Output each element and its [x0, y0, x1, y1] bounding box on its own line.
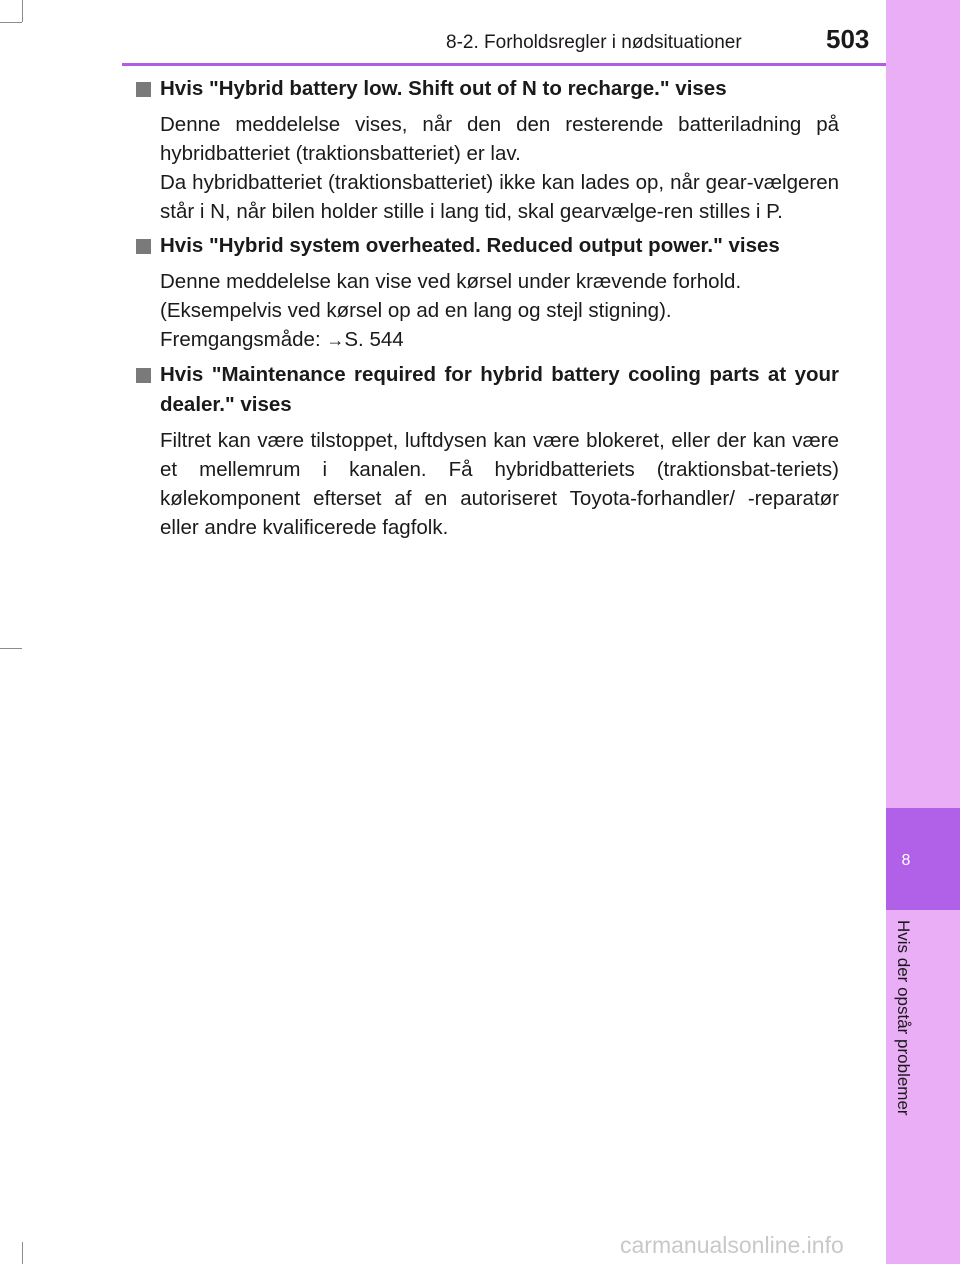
paragraph: Filtret kan være tilstoppet, luftdysen kan være blokeret, eller der kan være et mellemrum i kanalen. Få hybridbatteriets (traktionsbat-teriets) kølekomponent efterset af en autoriseret Toyota-forhandler/ -reparatør eller andre kvalificerede fagfolk.: [160, 429, 839, 539]
page-reference-link[interactable]: S. 544: [344, 328, 404, 351]
paragraph: Denne meddelelse vises, når den den resterende batteriladning på hybridbatteriet (traktionsbatteriet) er lav.: [160, 113, 839, 165]
page-number: 503: [826, 24, 870, 54]
watermark: carmanualsonline.info: [620, 1232, 844, 1258]
section-hybrid-system-overheated: [130, 231, 839, 355]
page-content: [130, 74, 839, 547]
reference-label: Fremgangsmåde:: [160, 328, 321, 351]
chapter-title: Hvis der opstår problemer: [894, 920, 913, 1116]
square-bullet-icon: [136, 82, 151, 97]
section-hybrid-battery-low: [130, 74, 839, 226]
section-heading-text: Hvis "Maintenance required for hybrid battery cooling parts at your dealer." vises: [160, 363, 839, 416]
section-heading: [130, 360, 839, 420]
crop-mark: [22, 1242, 23, 1264]
paragraph: (Eksempelvis ved kørsel op ad en lang og stejl stigning).: [160, 299, 672, 322]
section-heading-text: Hvis "Hybrid system overheated. Reduced output power." vises: [160, 234, 780, 257]
square-bullet-icon: [136, 368, 151, 383]
section-title: 8-2. Forholdsregler i nødsituationer: [446, 32, 742, 53]
crop-mark: [22, 0, 23, 22]
chapter-number: 8: [901, 852, 911, 869]
square-bullet-icon: [136, 239, 151, 254]
section-heading: [130, 231, 839, 261]
crop-mark: [0, 22, 22, 23]
reference-line: [130, 325, 839, 355]
header-rule: [122, 63, 886, 66]
section-heading-text: Hvis "Hybrid battery low. Shift out of N to recharge." vises: [160, 77, 727, 100]
section-maintenance-required: [130, 360, 839, 542]
paragraph: Da hybridbatteriet (traktionsbatteriet) ikke kan lades op, når gear-vælgeren står i N, når bilen holder stille i lang tid, skal gearvælge-ren stilles i P.: [160, 171, 839, 223]
crop-mark: [0, 648, 22, 649]
section-heading: [130, 74, 839, 104]
arrow-right-icon: →: [326, 330, 345, 350]
paragraph: Denne meddelelse kan vise ved kørsel under krævende forhold.: [160, 270, 742, 293]
